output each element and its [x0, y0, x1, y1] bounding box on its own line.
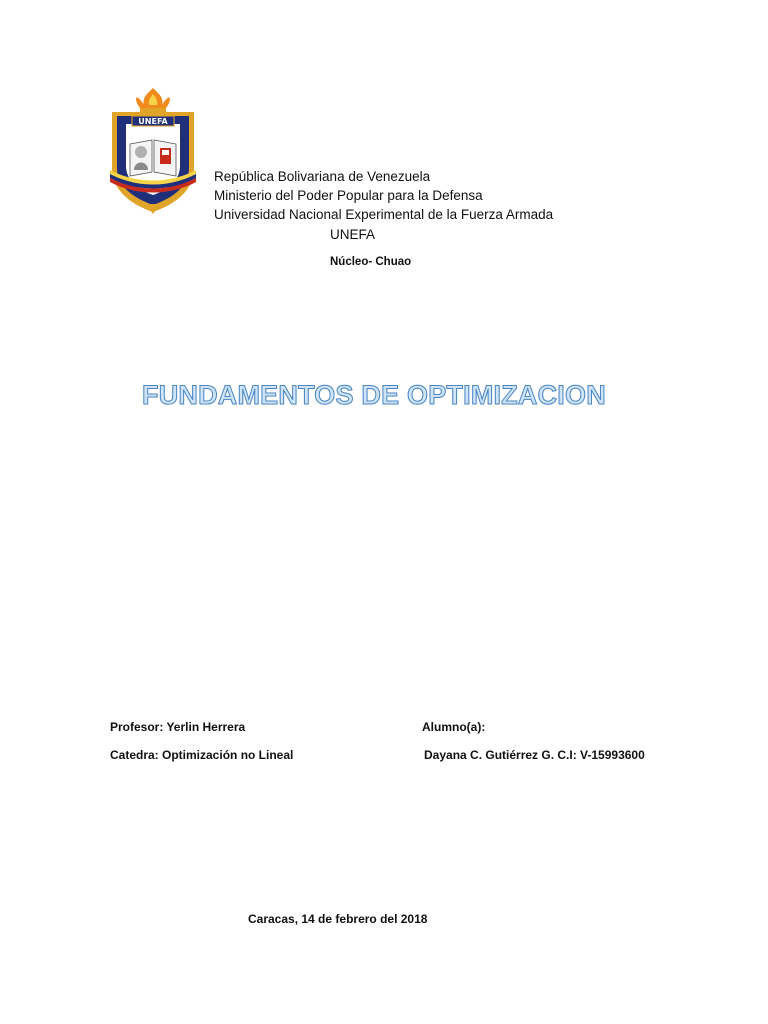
header-nucleo: Núcleo- Chuao	[330, 256, 412, 268]
header-university: Universidad Nacional Experimental de la Fuerza Armada	[214, 207, 554, 222]
document-title: FUNDAMENTOS DE OPTIMIZACION	[142, 380, 606, 410]
header-ministry: Ministerio del Poder Popular para la Defensa	[214, 188, 483, 203]
unefa-crest-logo	[106, 86, 200, 216]
alumno-value: Dayana C. Gutiérrez G. C.I: V-15993600	[424, 748, 645, 762]
header-acronym: UNEFA	[330, 227, 376, 242]
catedra-field: Catedra: Optimización no Lineal	[110, 748, 294, 762]
svg-text:UNEFA: UNEFA	[138, 117, 168, 126]
profesor-field: Profesor: Yerlin Herrera	[110, 720, 246, 734]
location-date: Caracas, 14 de febrero del 2018	[248, 912, 428, 926]
header-republic: República Bolivariana de Venezuela	[214, 169, 431, 184]
alumno-label: Alumno(a):	[422, 720, 486, 734]
